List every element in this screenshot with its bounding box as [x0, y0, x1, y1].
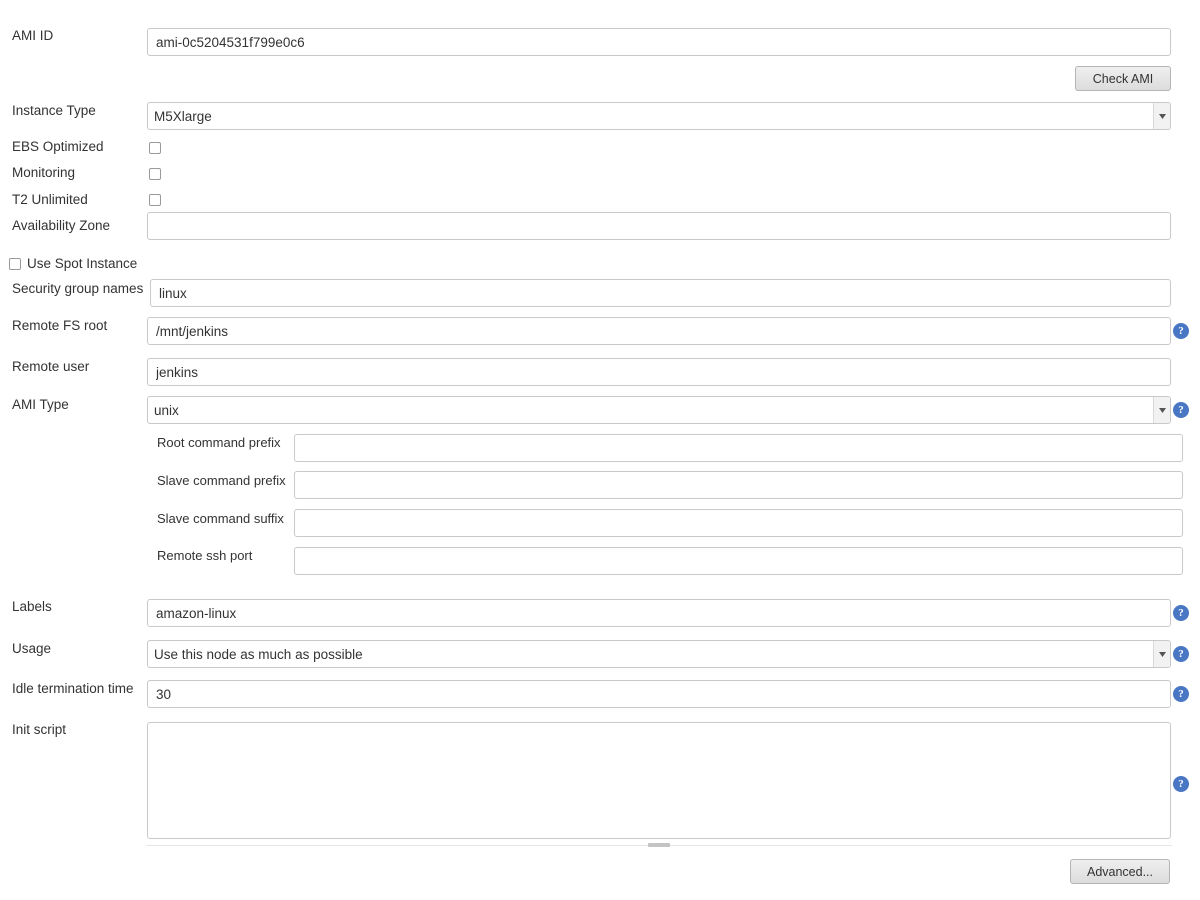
- ami-type-select[interactable]: [147, 396, 1171, 424]
- field-remote-user: [12, 359, 89, 375]
- security-group-names-input[interactable]: [150, 279, 1171, 307]
- slave-command-prefix-input[interactable]: [294, 471, 1183, 499]
- ami-id-label: AMI ID: [12, 28, 54, 43]
- usage-select-wrapper[interactable]: [147, 640, 1171, 668]
- field-availability-zone: [12, 218, 110, 234]
- instance-type-label: Instance Type: [12, 103, 96, 118]
- field-idle-termination-time: [12, 681, 134, 697]
- usage-select[interactable]: [147, 640, 1171, 668]
- t2-unlimited-checkbox[interactable]: [149, 194, 161, 206]
- field-ami-id: [12, 28, 53, 44]
- security-group-names-label: Security group names: [12, 281, 144, 296]
- field-security-group-names: [12, 281, 143, 297]
- ebs-optimized-label: EBS Optimized: [12, 139, 104, 154]
- field-monitoring: [12, 165, 75, 181]
- help-icon[interactable]: ?: [1173, 776, 1189, 792]
- init-script-textarea[interactable]: [147, 722, 1171, 839]
- remote-user-label: Remote user: [12, 359, 90, 374]
- field-t2-unlimited: [12, 192, 88, 208]
- help-icon[interactable]: ?: [1173, 605, 1189, 621]
- slave-command-suffix-input[interactable]: [294, 509, 1183, 537]
- monitoring-label: Monitoring: [12, 165, 76, 180]
- root-command-prefix-input[interactable]: [294, 434, 1183, 462]
- instance-type-select-wrapper[interactable]: [147, 102, 1171, 130]
- availability-zone-input[interactable]: [147, 212, 1171, 240]
- labels-label: Labels: [12, 599, 52, 614]
- advanced-button[interactable]: Advanced...: [1070, 859, 1170, 884]
- ami-type-select-wrapper[interactable]: [147, 396, 1171, 424]
- instance-type-select[interactable]: [147, 102, 1171, 130]
- usage-label: Usage: [12, 641, 52, 656]
- remote-ssh-port-label: Remote ssh port: [157, 548, 253, 563]
- root-command-prefix-label: Root command prefix: [157, 435, 281, 450]
- help-icon[interactable]: ?: [1173, 402, 1189, 418]
- ami-type-label: AMI Type: [12, 397, 69, 412]
- remote-ssh-port-input[interactable]: [294, 547, 1183, 575]
- field-remote-fs-root: [12, 318, 107, 334]
- remote-fs-root-input[interactable]: [147, 317, 1171, 345]
- resize-grip[interactable]: [648, 843, 670, 847]
- idle-termination-time-input[interactable]: [147, 680, 1171, 708]
- field-ami-type: [12, 397, 69, 413]
- remote-fs-root-label: Remote FS root: [12, 318, 108, 333]
- monitoring-checkbox[interactable]: [149, 168, 161, 180]
- use-spot-instance-checkbox[interactable]: [9, 258, 21, 270]
- use-spot-instance-label: Use Spot Instance: [27, 256, 138, 271]
- t2-unlimited-label: T2 Unlimited: [12, 192, 88, 207]
- help-icon[interactable]: ?: [1173, 686, 1189, 702]
- help-icon[interactable]: ?: [1173, 646, 1189, 662]
- check-ami-button[interactable]: Check AMI: [1075, 66, 1171, 91]
- remote-user-input[interactable]: [147, 358, 1171, 386]
- slave-command-prefix-label: Slave command prefix: [157, 473, 286, 488]
- field-labels: [12, 599, 52, 615]
- ebs-optimized-checkbox[interactable]: [149, 142, 161, 154]
- availability-zone-label: Availability Zone: [12, 218, 111, 233]
- field-usage: [12, 641, 51, 657]
- init-script-label: Init script: [12, 722, 67, 737]
- ami-id-input[interactable]: [147, 28, 1171, 56]
- slave-command-suffix-label: Slave command suffix: [157, 511, 284, 526]
- field-init-script: [12, 722, 66, 738]
- field-instance-type: [12, 103, 96, 119]
- field-ebs-optimized: [12, 139, 104, 155]
- help-icon[interactable]: ?: [1173, 323, 1189, 339]
- idle-termination-time-label: Idle termination time: [12, 681, 134, 696]
- labels-input[interactable]: [147, 599, 1171, 627]
